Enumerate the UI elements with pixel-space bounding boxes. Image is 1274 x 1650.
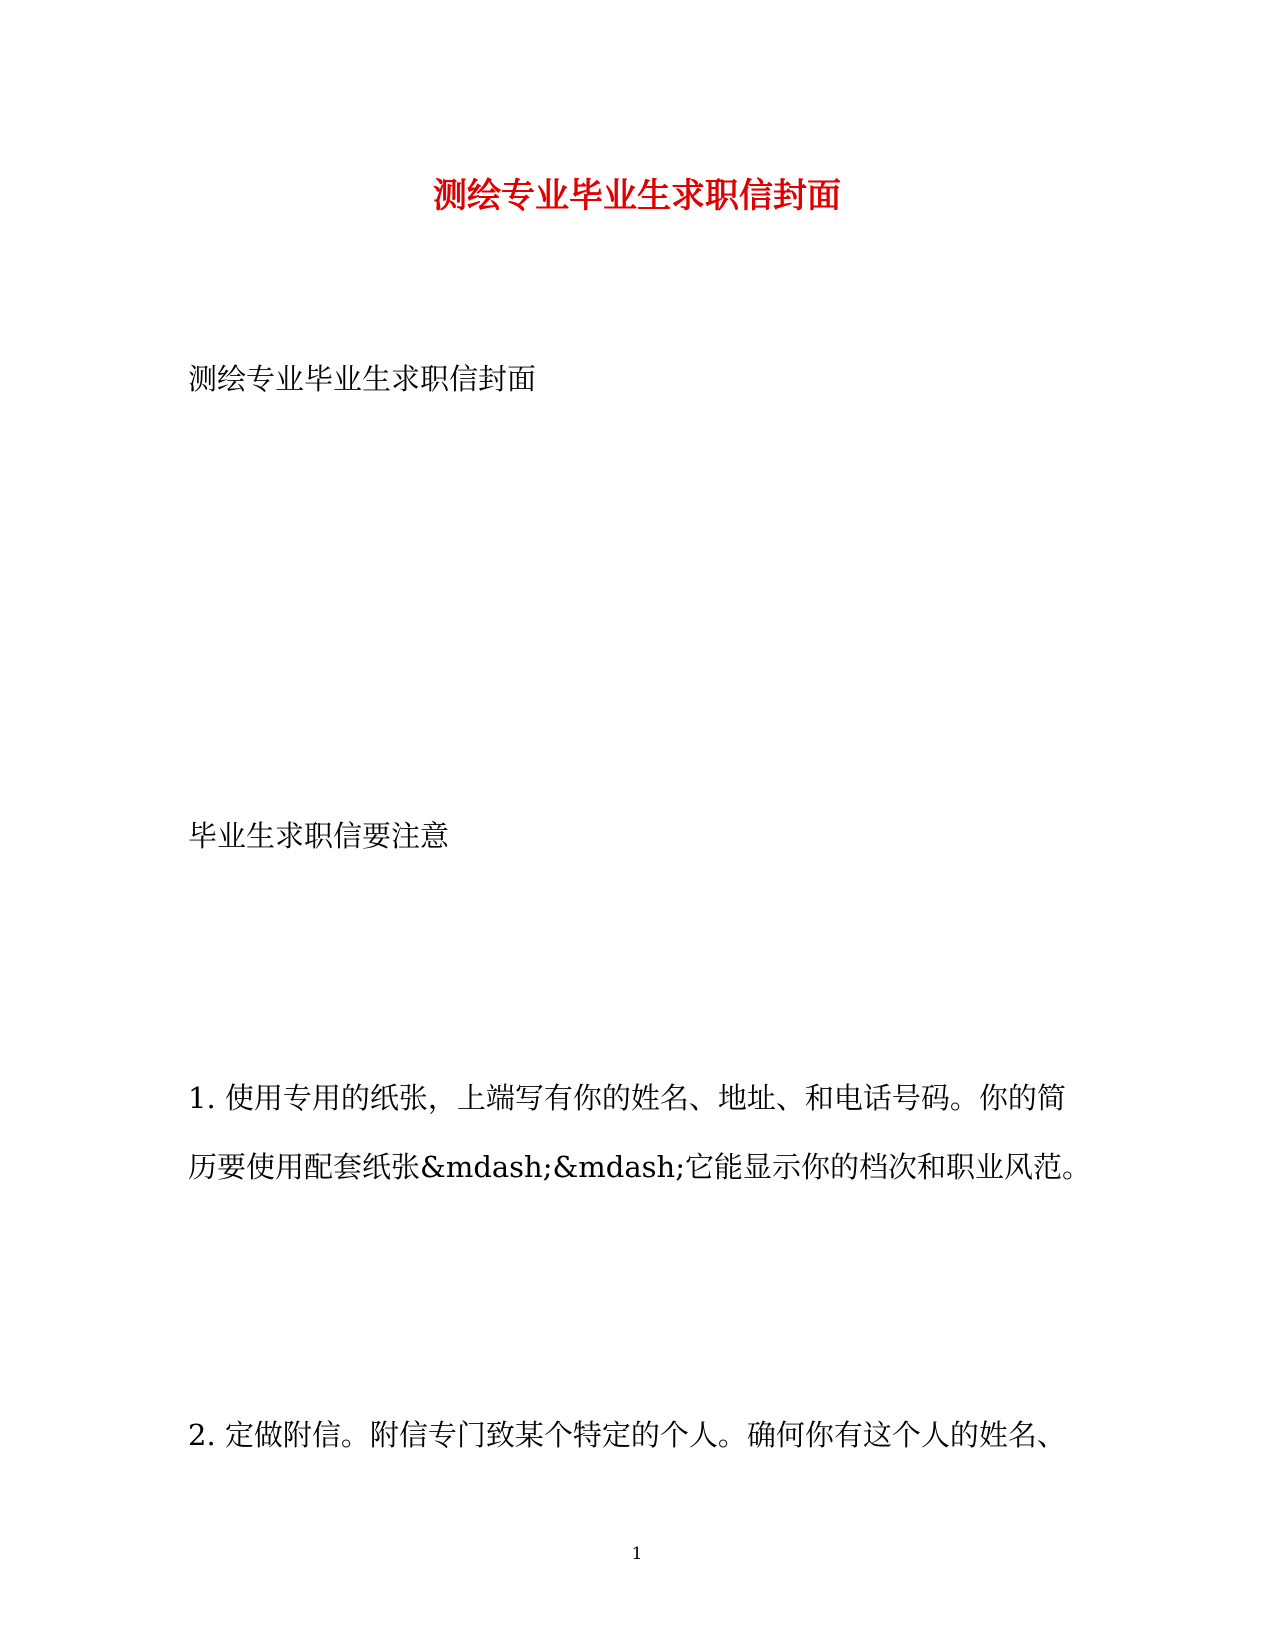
page-number: 1: [631, 1544, 643, 1564]
paragraph-heading-notes: 毕业生求职信要注意: [188, 819, 450, 853]
paragraph-item-1-line-2: 历要使用配套纸张&mdash;&mdash;它能显示你的档次和职业风范。: [188, 1150, 1091, 1184]
paragraph-item-2-line-1: 2. 定做附信。附信专门致某个特定的个人。确何你有这个人的姓名、: [188, 1418, 1066, 1452]
paragraph-item-1-line-1: 1. 使用专用的纸张，上端写有你的姓名、地址、和电话号码。你的简: [188, 1081, 1066, 1115]
document-title: 测绘专业毕业生求职信封面: [433, 176, 841, 216]
paragraph-subtitle: 测绘专业毕业生求职信封面: [188, 362, 537, 396]
